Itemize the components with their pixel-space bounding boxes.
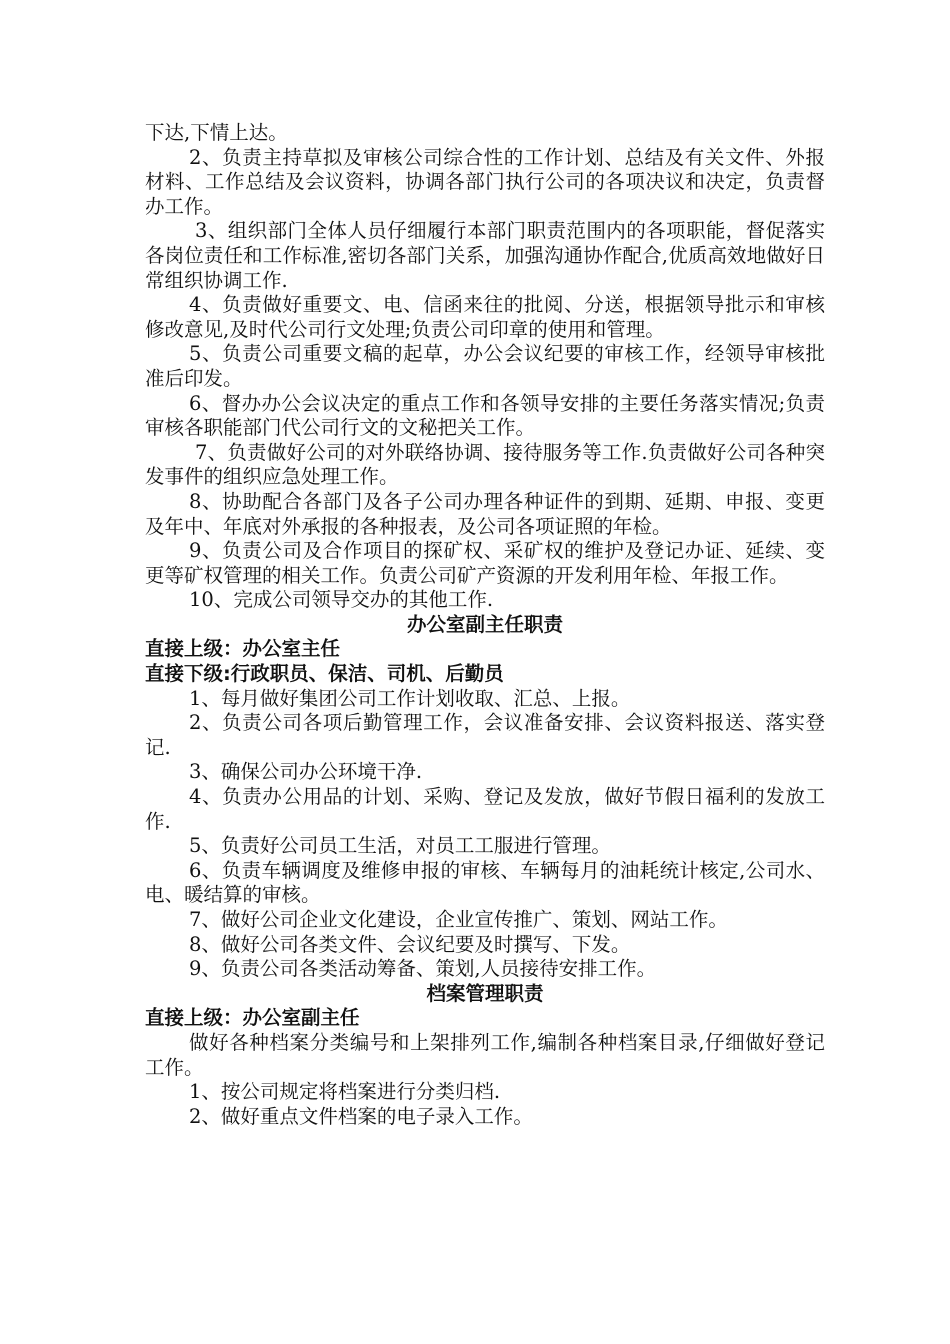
direct-subordinate-label: 直接下级:行政职员、保洁、司机、后勤员 — [145, 662, 504, 686]
intro-paragraph: 做好各种档案分类编号和上架排列工作,编制各种档案目录,仔细做好登记工作。 — [145, 1030, 825, 1079]
section-title-deputy-director: 办公室副主任职责 — [406, 612, 563, 636]
duty-item: 10、完成公司领导交办的其他工作. — [189, 588, 494, 612]
duty-item: 2、做好重点文件档案的电子录入工作。 — [189, 1104, 533, 1128]
duty-item: 4、负责做好重要文、电、信函来往的批阅、分送，根据领导批示和审核修改意见,及时代公司行文处理;负责公司印章的使用和管理。 — [145, 293, 825, 341]
duty-item: 1、每月做好集团公司工作计划收取、汇总、上报。 — [189, 686, 631, 710]
duty-item: 5、负责好公司员工生活，对员工工服进行管理。 — [189, 834, 611, 858]
duty-item: 6、负责车辆调度及维修申报的审核、车辆每月的油耗统计核定,公司水、电、暖结算的审核。 — [145, 858, 825, 907]
duty-item: 9、负责公司及合作项目的探矿权、采矿权的维护及登记办证、延续、变更等矿权管理的相关工作。负责公司矿产资源的开发利用年检、年报工作。 — [145, 539, 825, 587]
duty-item: 7、负责做好公司的对外联络协调、接待服务等工作.负责做好公司各种突发事件的组织应急处理工作。 — [145, 440, 825, 489]
section-title-archive-management: 档案管理职责 — [426, 981, 544, 1005]
duty-item: 4、负责办公用品的计划、采购、登记及发放，做好节假日福利的发放工作. — [145, 785, 825, 833]
duty-item: 2、负责主持草拟及审核公司综合性的工作计划、总结及有关文件、外报材料、工作总结及会议资料，协调各部门执行公司的各项决议和决定，负责督办工作。 — [145, 145, 825, 218]
document-page — [145, 121, 825, 1129]
duty-item: 3、确保公司办公环境干净. — [189, 760, 423, 784]
duty-item: 7、做好公司企业文化建设，企业宣传推广、策划、网站工作。 — [189, 908, 728, 931]
duty-item: 1、按公司规定将档案进行分类归档. — [189, 1080, 501, 1104]
duty-item: 2、负责公司各项后勤管理工作，会议准备安排、会议资料报送、落实登记. — [145, 711, 825, 759]
duty-item: 5、负责公司重要文稿的起草，办公会议纪要的审核工作，经领导审核批准后印发。 — [145, 342, 825, 390]
duty-item: 3、组织部门全体人员仔细履行本部门职责范围内的各项职能，督促落实各岗位责任和工作标准,密切各部门关系，加强沟通协作配合,优质高效地做好日常组织协调工作. — [145, 219, 825, 292]
duty-item: 6、督办办公会议决定的重点工作和各领导安排的主要任务落实情况;负责审核各职能部门代公司行文的文秘把关工作。 — [145, 391, 825, 440]
duty-item: 8、协助配合各部门及各子公司办理各种证件的到期、延期、申报、变更及年中、年底对外承报的各种报表，及公司各项证照的年检。 — [145, 489, 825, 538]
continuation-paragraph: 下达,下情上达。 — [145, 121, 288, 144]
duty-item: 9、负责公司各类活动筹备、策划,人员接待安排工作。 — [189, 957, 657, 981]
direct-superior-label: 直接上级：办公室副主任 — [145, 1006, 360, 1030]
duty-item: 8、做好公司各类文件、会议纪要及时撰写、下发。 — [189, 932, 631, 956]
direct-superior-label: 直接上级：办公室主任 — [145, 637, 341, 661]
